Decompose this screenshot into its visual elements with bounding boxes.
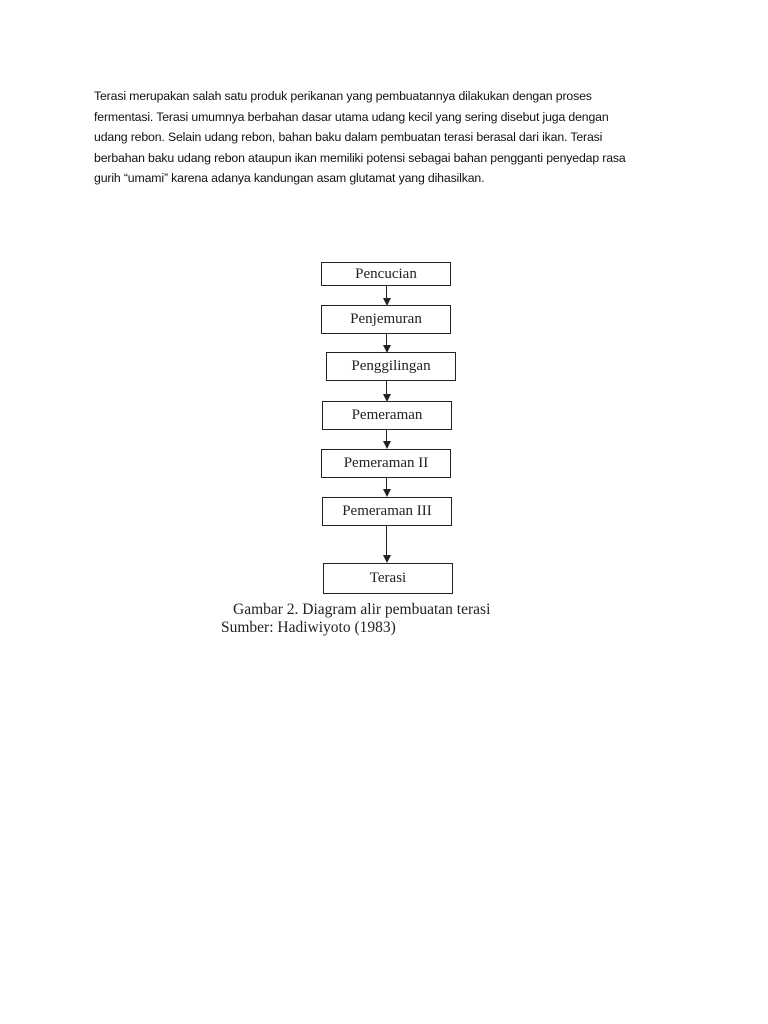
- figure-source: Sumber: Hadiwiyoto (1983): [221, 619, 396, 636]
- body-paragraph: [94, 86, 679, 189]
- flow-arrow: [386, 381, 387, 395]
- step-terasi: Terasi: [323, 563, 453, 594]
- figure-caption: Gambar 2. Diagram alir pembuatan terasi: [233, 601, 491, 618]
- paragraph-line: berbahan baku udang rebon ataupun ikan memiliki potensi sebagai bahan pengganti penyedap rasa: [94, 150, 626, 165]
- paragraph-line: Terasi merupakan salah satu produk perikanan yang pembuatannya dilakukan dengan proses: [94, 89, 592, 103]
- flow-arrow: [386, 526, 387, 556]
- arrowhead-icon: [383, 555, 391, 563]
- step-pemeraman-iii: Pemeraman III: [322, 497, 452, 526]
- arrowhead-icon: [383, 489, 391, 497]
- paragraph-line: fermentasi. Terasi umumnya berbahan dasar utama udang kecil yang sering disebut juga dengan: [94, 109, 609, 124]
- step-penjemuran: Penjemuran: [321, 305, 451, 334]
- paragraph-line: udang rebon. Selain udang rebon, bahan baku dalam pembuatan terasi berasal dari ikan. Terasi: [94, 130, 603, 145]
- step-penggilingan: Penggilingan: [326, 352, 456, 381]
- step-pemeraman: Pemeraman: [322, 401, 452, 430]
- step-pemeraman-ii: Pemeraman II: [321, 449, 451, 478]
- step-pencucian: Pencucian: [321, 262, 451, 286]
- arrowhead-icon: [383, 441, 391, 449]
- paragraph-line: gurih “umami” karena adanya kandungan asam glutamat yang dihasilkan.: [94, 171, 485, 186]
